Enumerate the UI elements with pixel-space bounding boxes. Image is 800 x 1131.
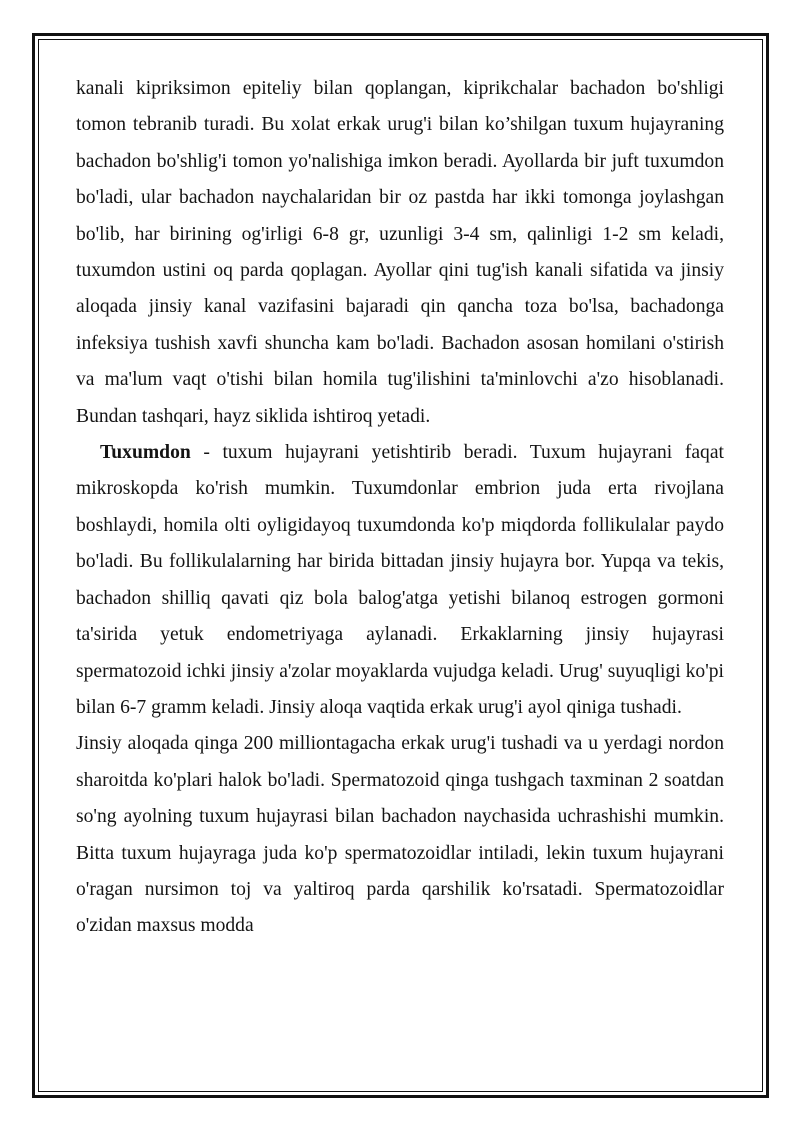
paragraph-text: Jinsiy aloqada qinga 200 milliontagacha erkak urug'i tushadi va u yerdagi nordon sharoitda ko'plari halok bo'ladi. Spermatozoid qinga tushgach taxminan 2 soatdan so'ng ayolning tuxum hujayrasi bilan bachadon naychasida uchrashishi mumkin. Bitta tuxum hujayraga juda ko'p spermatozoidlar intiladi, lekin tuxum hujayrani o'ragan nursimon toj va yaltiroq parda qarshilik ko'rsatadi. Spermatozoidlar o'zidan maxsus modda bbox=[76, 733, 724, 937]
paragraph-continuation bbox=[76, 71, 724, 435]
paragraph-text: - tuxum hujayrani yetishtirib beradi. Tuxum hujayrani faqat mikroskopda ko'rish mumkin. Tuxumdonlar embrion juda erta rivojlana boshlaydi, homila olti oyligidayoq tuxumdonda ko'p miqdorda follikulalar paydo bo'ladi. Bu follikulalarning har birida bittadan jinsiy hujayra bor. Yupqa va tekis, bachadon shilliq qavati qiz bola balog'atga yetishi bilanoq estrogen gormoni ta'sirida yetuk endometriyaga aylanadi. Erkaklarning jinsiy hujayrasi spermatozoid ichki jinsiy a'zolar moyaklarda vujudga keladi. Urug' suyuqligi ko'pi bilan 6-7 gramm keladi. Jinsiy aloqa vaqtida erkak urug'i ayol qiniga tushadi. bbox=[76, 442, 724, 718]
document-body bbox=[76, 71, 724, 945]
paragraph-jinsiy-aloqa bbox=[76, 726, 724, 944]
paragraph-text: kanali kipriksimon epiteliy bilan qoplangan, kiprikchalar bachadon bo'shligi tomon tebranib turadi. Bu xolat erkak urug'i bilan ko’shilgan tuxum hujayraning bachadon bo'shlig'i tomon yo'nalishiga imkon beradi. Ayollarda bir juft tuxumdon bo'ladi, ular bachadon naychalaridan bir oz pastda har ikki tomonga joylashgan bo'lib, har birining og'irligi 6-8 gr, uzunligi 3-4 sm, qalinligi 1-2 sm keladi, tuxumdon ustini oq parda qoplagan. Ayollar qini tug'ish kanali sifatida va jinsiy aloqada jinsiy kanal vazifasini bajaradi qin qancha toza bo'lsa, bachadonga infeksiya tushish xavfi shuncha kam bo'ladi. Bachadon asosan homilani o'stirish va ma'lum vaqt o'tishi bilan homila tug'ilishini ta'minlovchi a'zo hisoblanadi. Bundan tashqari, hayz siklida ishtiroq yetadi. bbox=[76, 78, 724, 427]
paragraph-tuxumdon bbox=[76, 435, 724, 726]
term-heading: Tuxumdon bbox=[100, 442, 191, 464]
